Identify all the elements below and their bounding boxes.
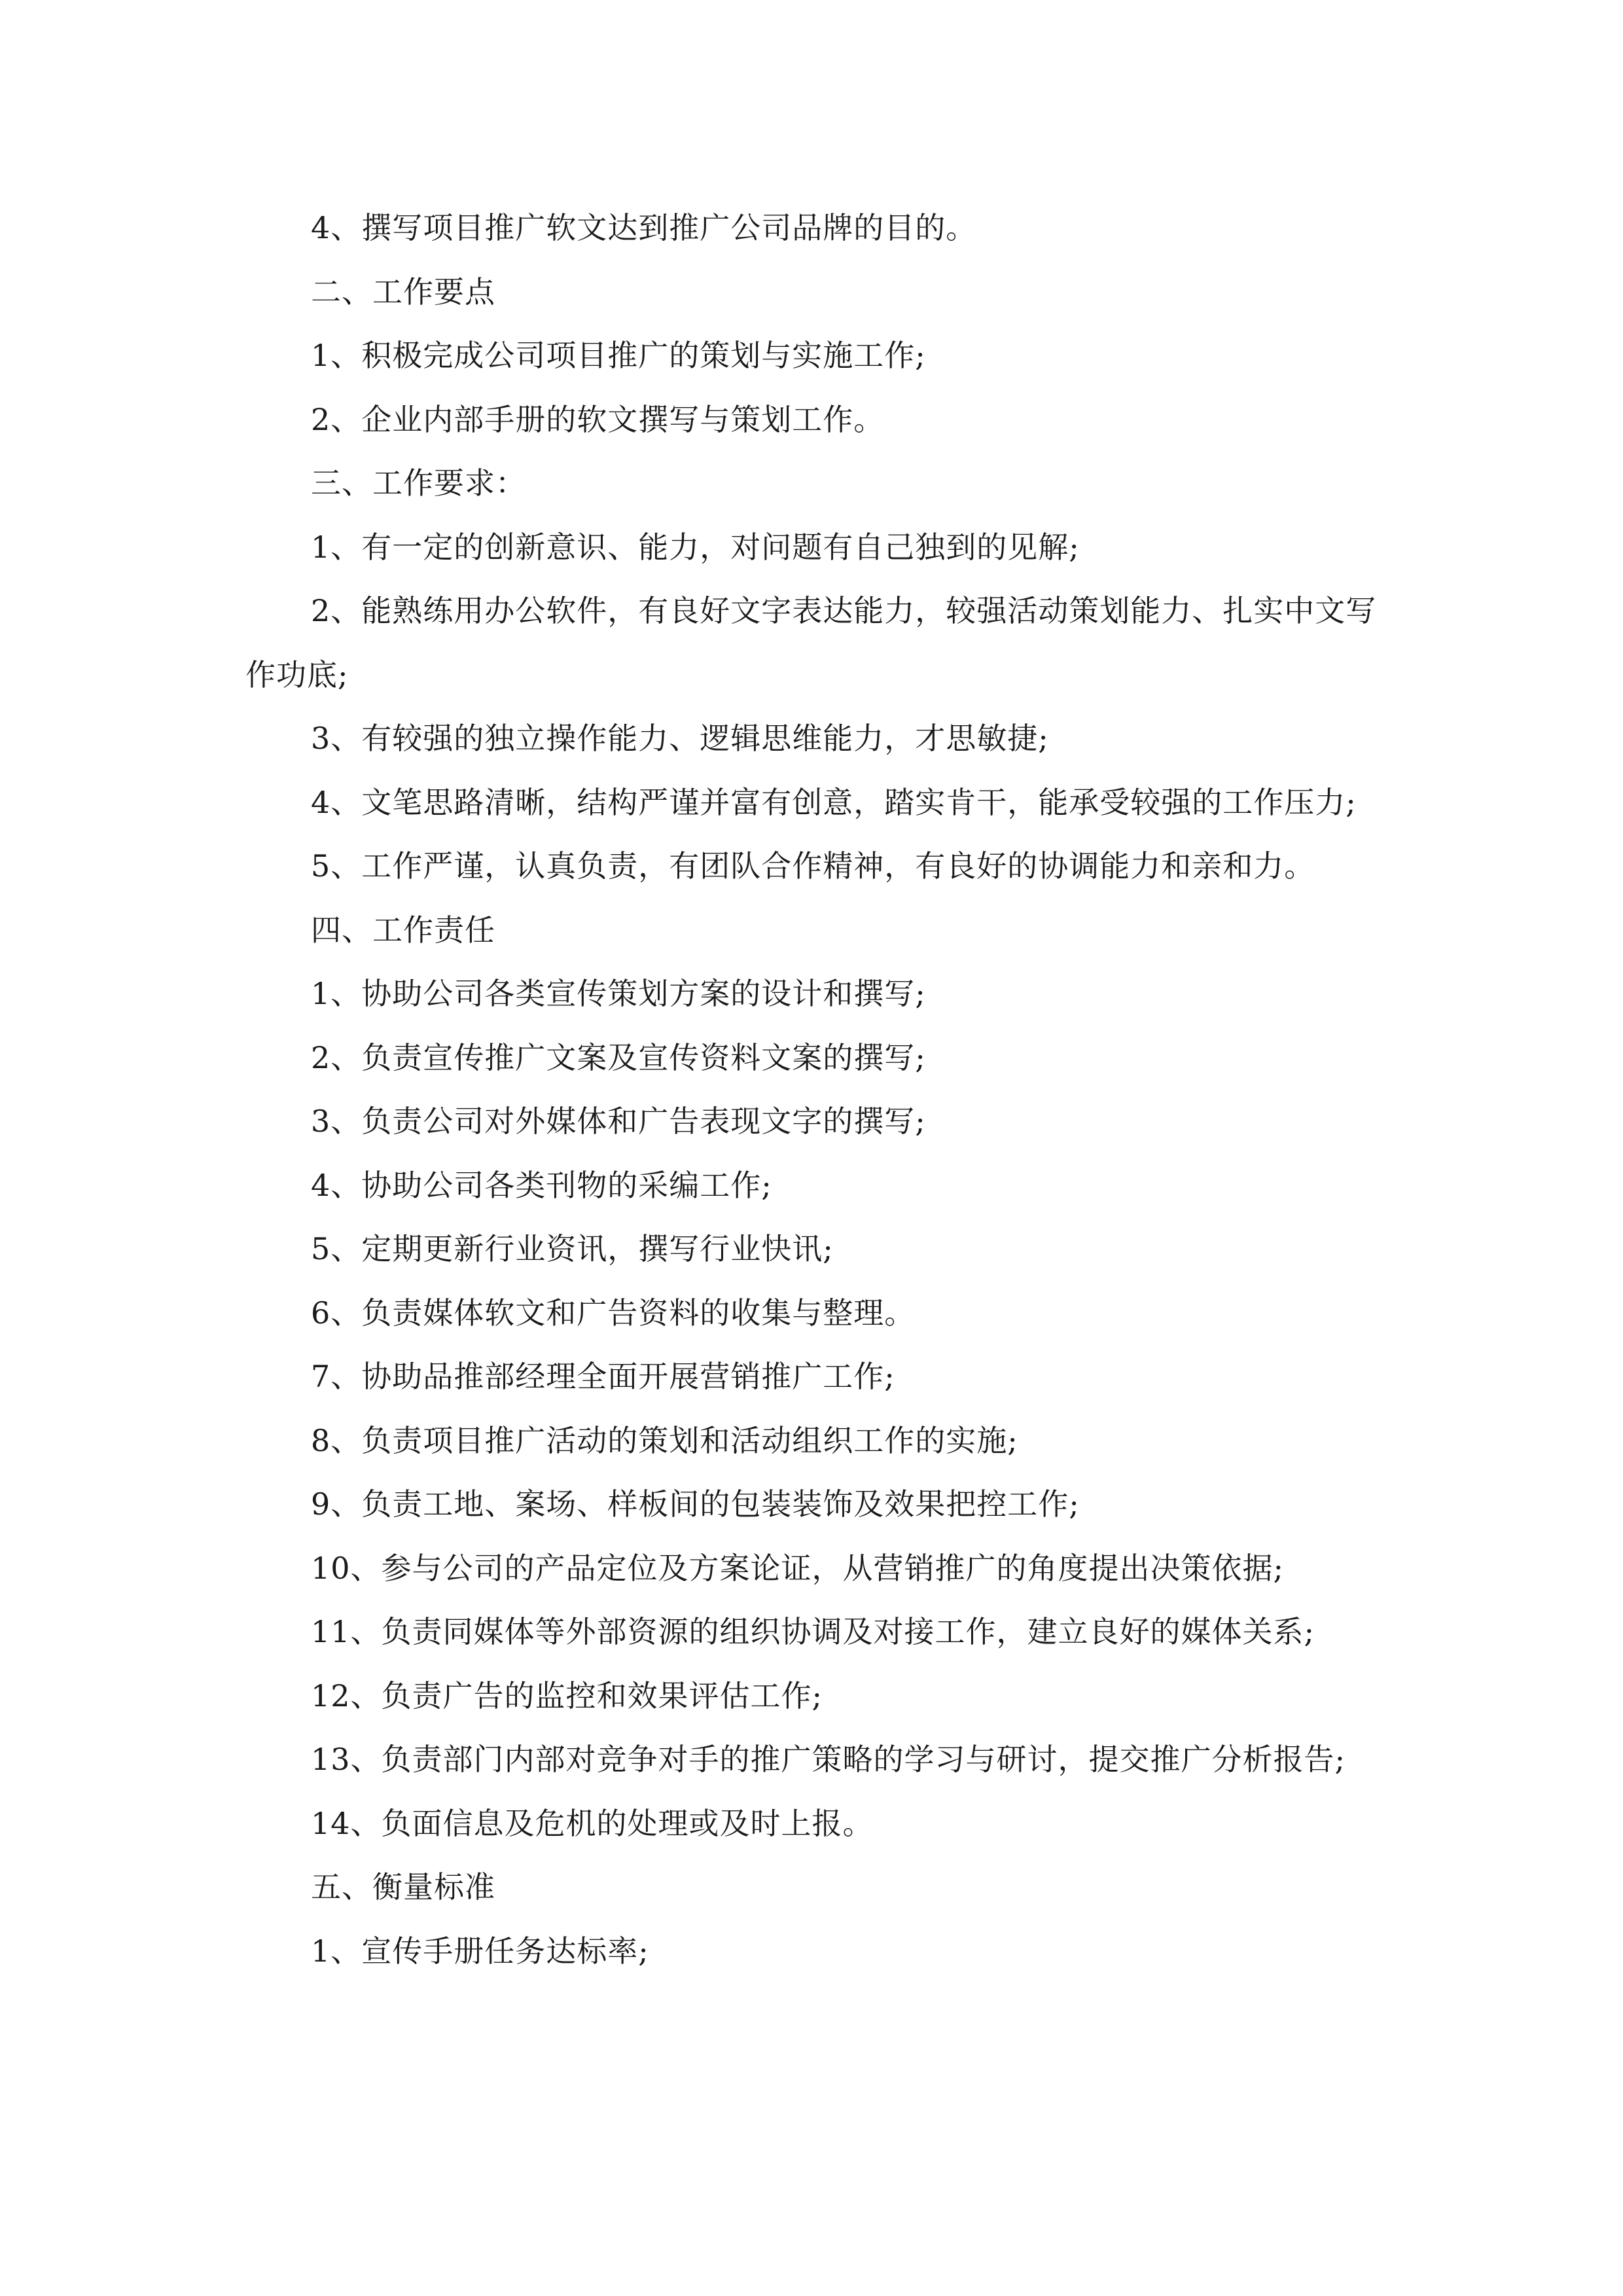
list-item: 1、宣传手册任务达标率; xyxy=(311,1933,649,1969)
list-item: 5、定期更新行业资讯，撰写行业快讯; xyxy=(311,1231,834,1266)
list-item: 6、负责媒体软文和广告资料的收集与整理。 xyxy=(311,1295,916,1331)
list-item: 2、负责宣传推广文案及宣传资料文案的撰写; xyxy=(311,1039,926,1075)
list-item: 3、有较强的独立操作能力、逻辑思维能力，才思敏捷; xyxy=(311,721,1049,756)
list-item: 1、有一定的创新意识、能力，对问题有自己独到的见解; xyxy=(311,529,1080,565)
list-item: 4、文笔思路清晰，结构严谨并富有创意，踏实肯干，能承受较强的工作压力; xyxy=(311,784,1357,820)
list-item: 8、负责项目推广活动的策划和活动组织工作的实施; xyxy=(311,1422,1018,1458)
list-item: 12、负责广告的监控和效果评估工作; xyxy=(311,1677,823,1713)
list-item: 2、能熟练用办公软件，有良好文字表达能力，较强活动策划能力、扎实中文写作功底; xyxy=(245,593,1377,692)
list-item: 4、协助公司各类刊物的采编工作; xyxy=(311,1167,772,1203)
list-item: 1、协助公司各类宣传策划方案的设计和撰写; xyxy=(311,976,926,1011)
list-item: 3、负责公司对外媒体和广告表现文字的撰写; xyxy=(311,1103,926,1139)
list-item: 5、工作严谨，认真负责，有团队合作精神，有良好的协调能力和亲和力。 xyxy=(311,848,1315,884)
section-heading: 五、衡量标准 xyxy=(311,1869,495,1905)
section-heading: 三、工作要求： xyxy=(311,465,526,501)
list-item: 1、积极完成公司项目推广的策划与实施工作; xyxy=(311,338,926,373)
list-item: 11、负责同媒体等外部资源的组织协调及对接工作，建立良好的媒体关系; xyxy=(311,1614,1315,1649)
document-body xyxy=(245,196,1381,1983)
list-item: 14、负面信息及危机的处理或及时上报。 xyxy=(311,1805,874,1841)
list-item: 13、负责部门内部对竞争对手的推广策略的学习与研讨，提交推广分析报告; xyxy=(311,1742,1346,1777)
list-item: 9、负责工地、案场、样板间的包装装饰及效果把控工作; xyxy=(311,1486,1080,1522)
list-item: 7、协助品推部经理全面开展营销推广工作; xyxy=(311,1359,895,1394)
list-item: 10、参与公司的产品定位及方案论证，从营销推广的角度提出决策依据; xyxy=(311,1550,1285,1586)
section-heading: 二、工作要点 xyxy=(311,274,495,310)
section-heading: 四、工作责任 xyxy=(311,912,495,948)
list-item: 4、撰写项目推广软文达到推广公司品牌的目的。 xyxy=(311,210,977,245)
list-item: 2、企业内部手册的软文撰写与策划工作。 xyxy=(311,401,885,437)
